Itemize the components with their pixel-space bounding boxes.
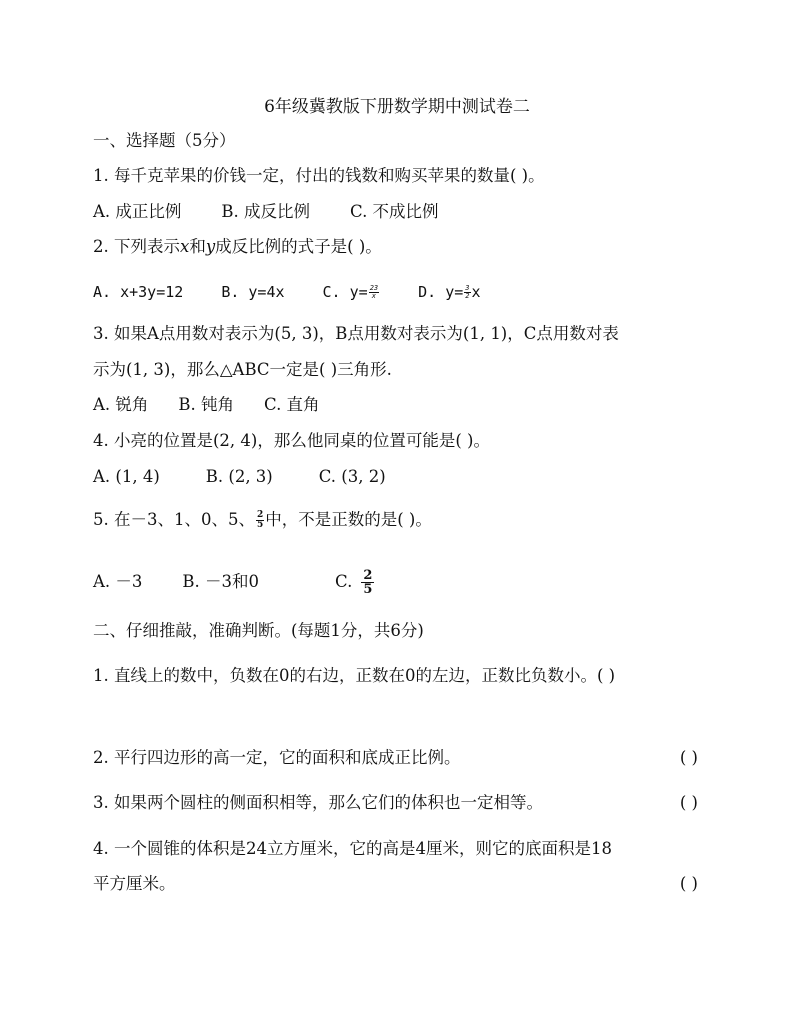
q2-option-d-suffix: x — [471, 283, 481, 301]
judge-4-line-2 — [93, 874, 698, 894]
judge-3 — [93, 793, 698, 813]
q1-option-b: B. 成反比例 — [221, 202, 311, 221]
q2-option-d — [418, 283, 480, 301]
q4-option-c: C. (3, 2) — [318, 467, 386, 486]
q5-option-c-fraction — [361, 569, 374, 596]
q2-option-a: A. x+3y=12 — [93, 283, 184, 301]
q5-stem-fraction — [256, 511, 264, 530]
q2-option-d-fraction — [464, 285, 470, 300]
judge-3-text: 3. 如果两个圆柱的侧面积相等，那么它们的体积也一定相等。 — [93, 793, 543, 812]
question-3-stem-line-2: 示为(1, 3)，那么△ABC一定是( )三角形. — [93, 360, 392, 379]
answer-parentheses: ( ) — [679, 793, 698, 812]
q1-option-a: A. 成正比例 — [93, 202, 182, 221]
judge-2 — [93, 748, 698, 768]
answer-parentheses: ( ) — [679, 748, 698, 767]
question-2-options — [93, 282, 481, 302]
section-heading-judge: 二、仔细推敲，准确判断。(每题1分，共6分) — [93, 621, 424, 640]
fraction-numerator: 2 — [363, 568, 373, 583]
question-2-stem — [93, 237, 382, 257]
q2-stem-mid: 和 — [189, 237, 206, 256]
question-1-options — [93, 202, 439, 222]
q5-option-a: A. －3 — [93, 572, 143, 591]
q1-option-c: C. 不成比例 — [350, 202, 439, 221]
q4-option-b: B. (2, 3) — [205, 467, 273, 486]
q2-option-c — [323, 283, 381, 301]
q3-option-c: C. 直角 — [264, 395, 320, 414]
fraction-numerator: 23 — [369, 284, 379, 292]
question-1-stem: 1. 每千克苹果的价钱一定，付出的钱数和购买苹果的数量( )。 — [93, 166, 545, 185]
fraction-denominator: x — [371, 292, 377, 300]
judge-4-line-1: 4. 一个圆锥的体积是24立方厘米，它的高是4厘米，则它的底面积是18 — [93, 839, 612, 858]
q5-stem-pre: 5. 在－3、1、0、5、 — [93, 510, 255, 529]
fraction-denominator: 2 — [465, 292, 470, 300]
q4-option-a: A. (1, 4) — [93, 467, 160, 486]
q5-stem-post: 中，不是正数的是( )。 — [265, 510, 432, 529]
fraction-denominator: 5 — [256, 520, 264, 530]
question-3-stem-line-1: 3. 如果A点用数对表示为(5, 3)，B点用数对表示为(1, 1)，C点用数对表 — [93, 324, 619, 343]
q2-option-b: B. y=4x — [221, 283, 285, 301]
q2-stem-post: 成反比例的式子是( )。 — [215, 237, 382, 256]
q5-option-b: B. －3和0 — [182, 572, 260, 591]
question-5-options — [93, 569, 375, 596]
judge-2-text: 2. 平行四边形的高一定，它的面积和底成正比例。 — [93, 748, 461, 767]
q5-option-c — [335, 568, 375, 597]
fraction-denominator: 5 — [363, 582, 373, 597]
fraction-numerator: 2 — [256, 510, 264, 520]
question-3-options — [93, 395, 320, 415]
answer-parentheses: ( ) — [679, 874, 698, 893]
judge-1: 1. 直线上的数中，负数在0的右边，正数在0的左边，正数比负数小。( ) — [93, 666, 616, 685]
question-4-options — [93, 467, 386, 487]
q2-option-d-prefix: D. y= — [418, 283, 464, 301]
q5-option-c-prefix: C. — [335, 572, 353, 591]
q2-var-y: y — [205, 237, 216, 256]
judge-4-text: 平方厘米。 — [93, 874, 176, 893]
q2-var-x: x — [180, 237, 190, 256]
q3-option-a: A. 锐角 — [93, 395, 149, 414]
q3-option-b: B. 钝角 — [178, 395, 235, 414]
page-title: 6年级冀教版下册数学期中测试卷二 — [264, 97, 530, 117]
section-heading-choice: 一、选择题（5分） — [93, 131, 236, 150]
question-4-stem: 4. 小亮的位置是(2, 4)，那么他同桌的位置可能是( )。 — [93, 431, 490, 450]
fraction-numerator: 3 — [465, 284, 470, 292]
question-5-stem — [93, 510, 432, 530]
q2-stem-pre: 2. 下列表示 — [93, 237, 180, 256]
q2-option-c-prefix: C. y= — [322, 283, 368, 301]
q2-option-c-fraction — [369, 285, 379, 300]
